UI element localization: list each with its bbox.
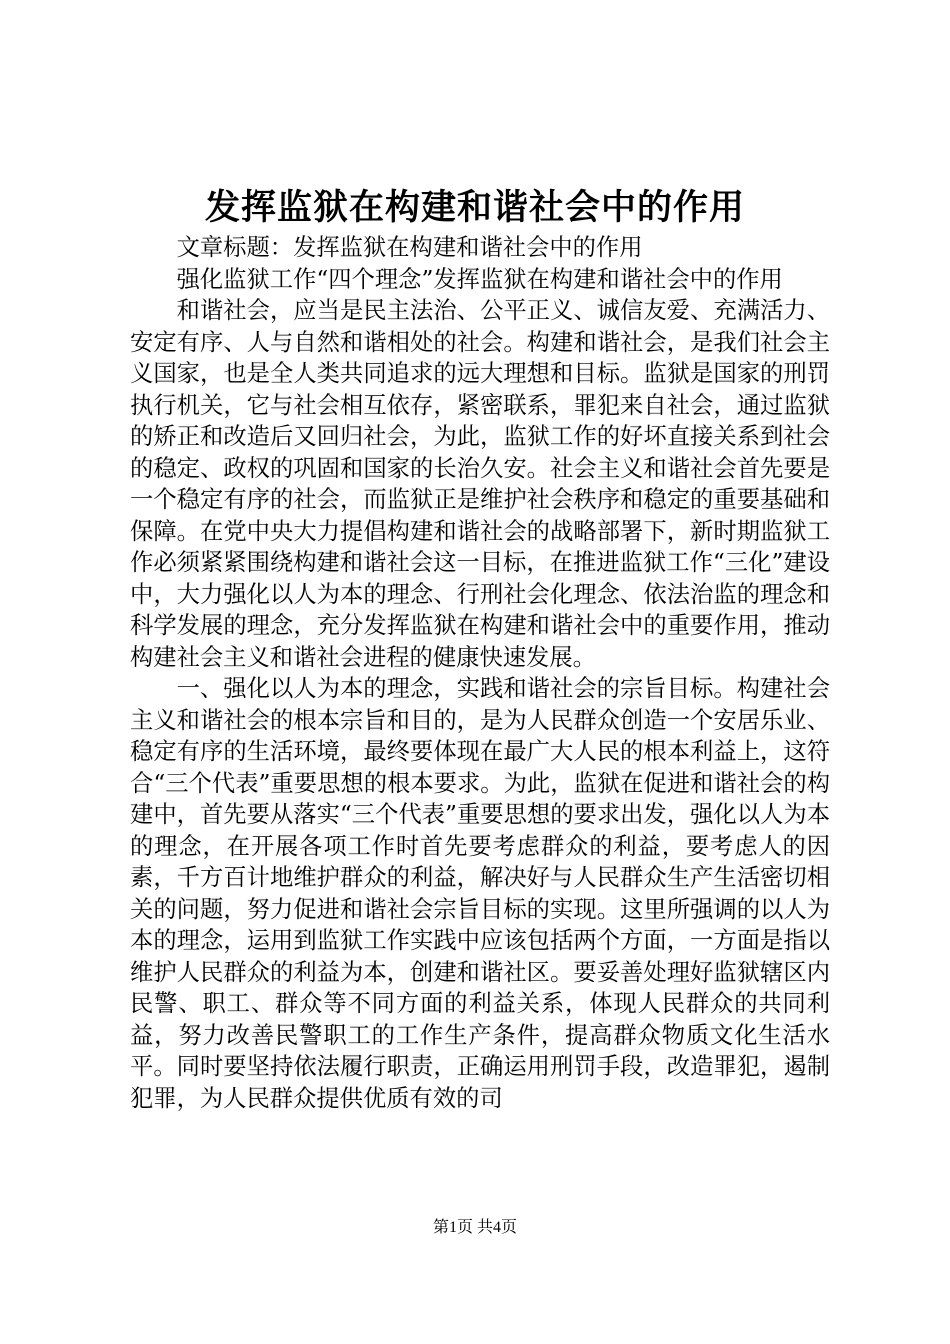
page-number-footer: 第1页 共4页: [432, 1219, 517, 1236]
subtitle-paragraph: 强化监狱工作“四个理念”发挥监狱在构建和谐社会中的作用: [176, 265, 783, 293]
body-paragraph: 一、强化以人为本的理念，实践和谐社会的宗旨目标。构建社会主义和谐社会的根本宗旨和目的，是为人民群众创造一个安居乐业、稳定有序的生活环境，最终要体现在最广大人民的根本利益上，这符合“三个代表”重要思想的根本要求。为此，监狱在促进和谐社会的构建中，首先要从落实“三个代表”重要思想的要求出发，强化以人为本的理念，在开展各项工作时首先要考虑群众的利益，要考虑人的因素，千方百计地维护群众的利益，解决好与人民群众生产生活密切相关的问题，努力促进和谐社会宗旨目标的实现。这里所强调的以人为本的理念，运用到监狱工作实践中应该包括两个方面，一方面是指以维护人民群众的利益为本，创建和谐社区。要妥善处理好监狱辖区内民警、职工、群众等不同方面的利益关系，体现人民群众的共同利益，努力改善民警职工的工作生产条件，提高群众物质文化生活水平。同时要坚持依法履行职责，正确运用刑罚手段，改造罪犯，遏制犯罪，为人民群众提供优质有效的司: [130, 675, 830, 1112]
document-title: 发挥监狱在构建和谐社会中的作用: [204, 187, 745, 228]
article-title-line: 文章标题：发挥监狱在构建和谐社会中的作用: [176, 234, 643, 261]
body-paragraph: 和谐社会，应当是民主法治、公平正义、诚信友爱、充满活力、安定有序、人与自然和谐相处的社会。构建和谐社会，是我们社会主义国家，也是全人类共同追求的远大理想和目标。监狱是国家的刑罚执行机关，它与社会相互依存，紧密联系，罪犯来自社会，通过监狱的矫正和改造后又回归社会，为此，监狱工作的好坏直接关系到社会的稳定、政权的巩固和国家的长治久安。社会主义和谐社会首先要是一个稳定有序的社会，而监狱正是维护社会秩序和稳定的重要基础和保障。在党中央大力提倡构建和谐社会的战略部署下，新时期监狱工作必须紧紧围绕构建和谐社会这一目标，在推进监狱工作“三化”建设中，大力强化以人为本的理念、行刑社会化理念、依法治监的理念和科学发展的理念，充分发挥监狱在构建和谐社会中的重要作用，推动构建社会主义和谐社会进程的健康快速发展。: [130, 297, 830, 671]
document-body: [130, 232, 830, 1114]
